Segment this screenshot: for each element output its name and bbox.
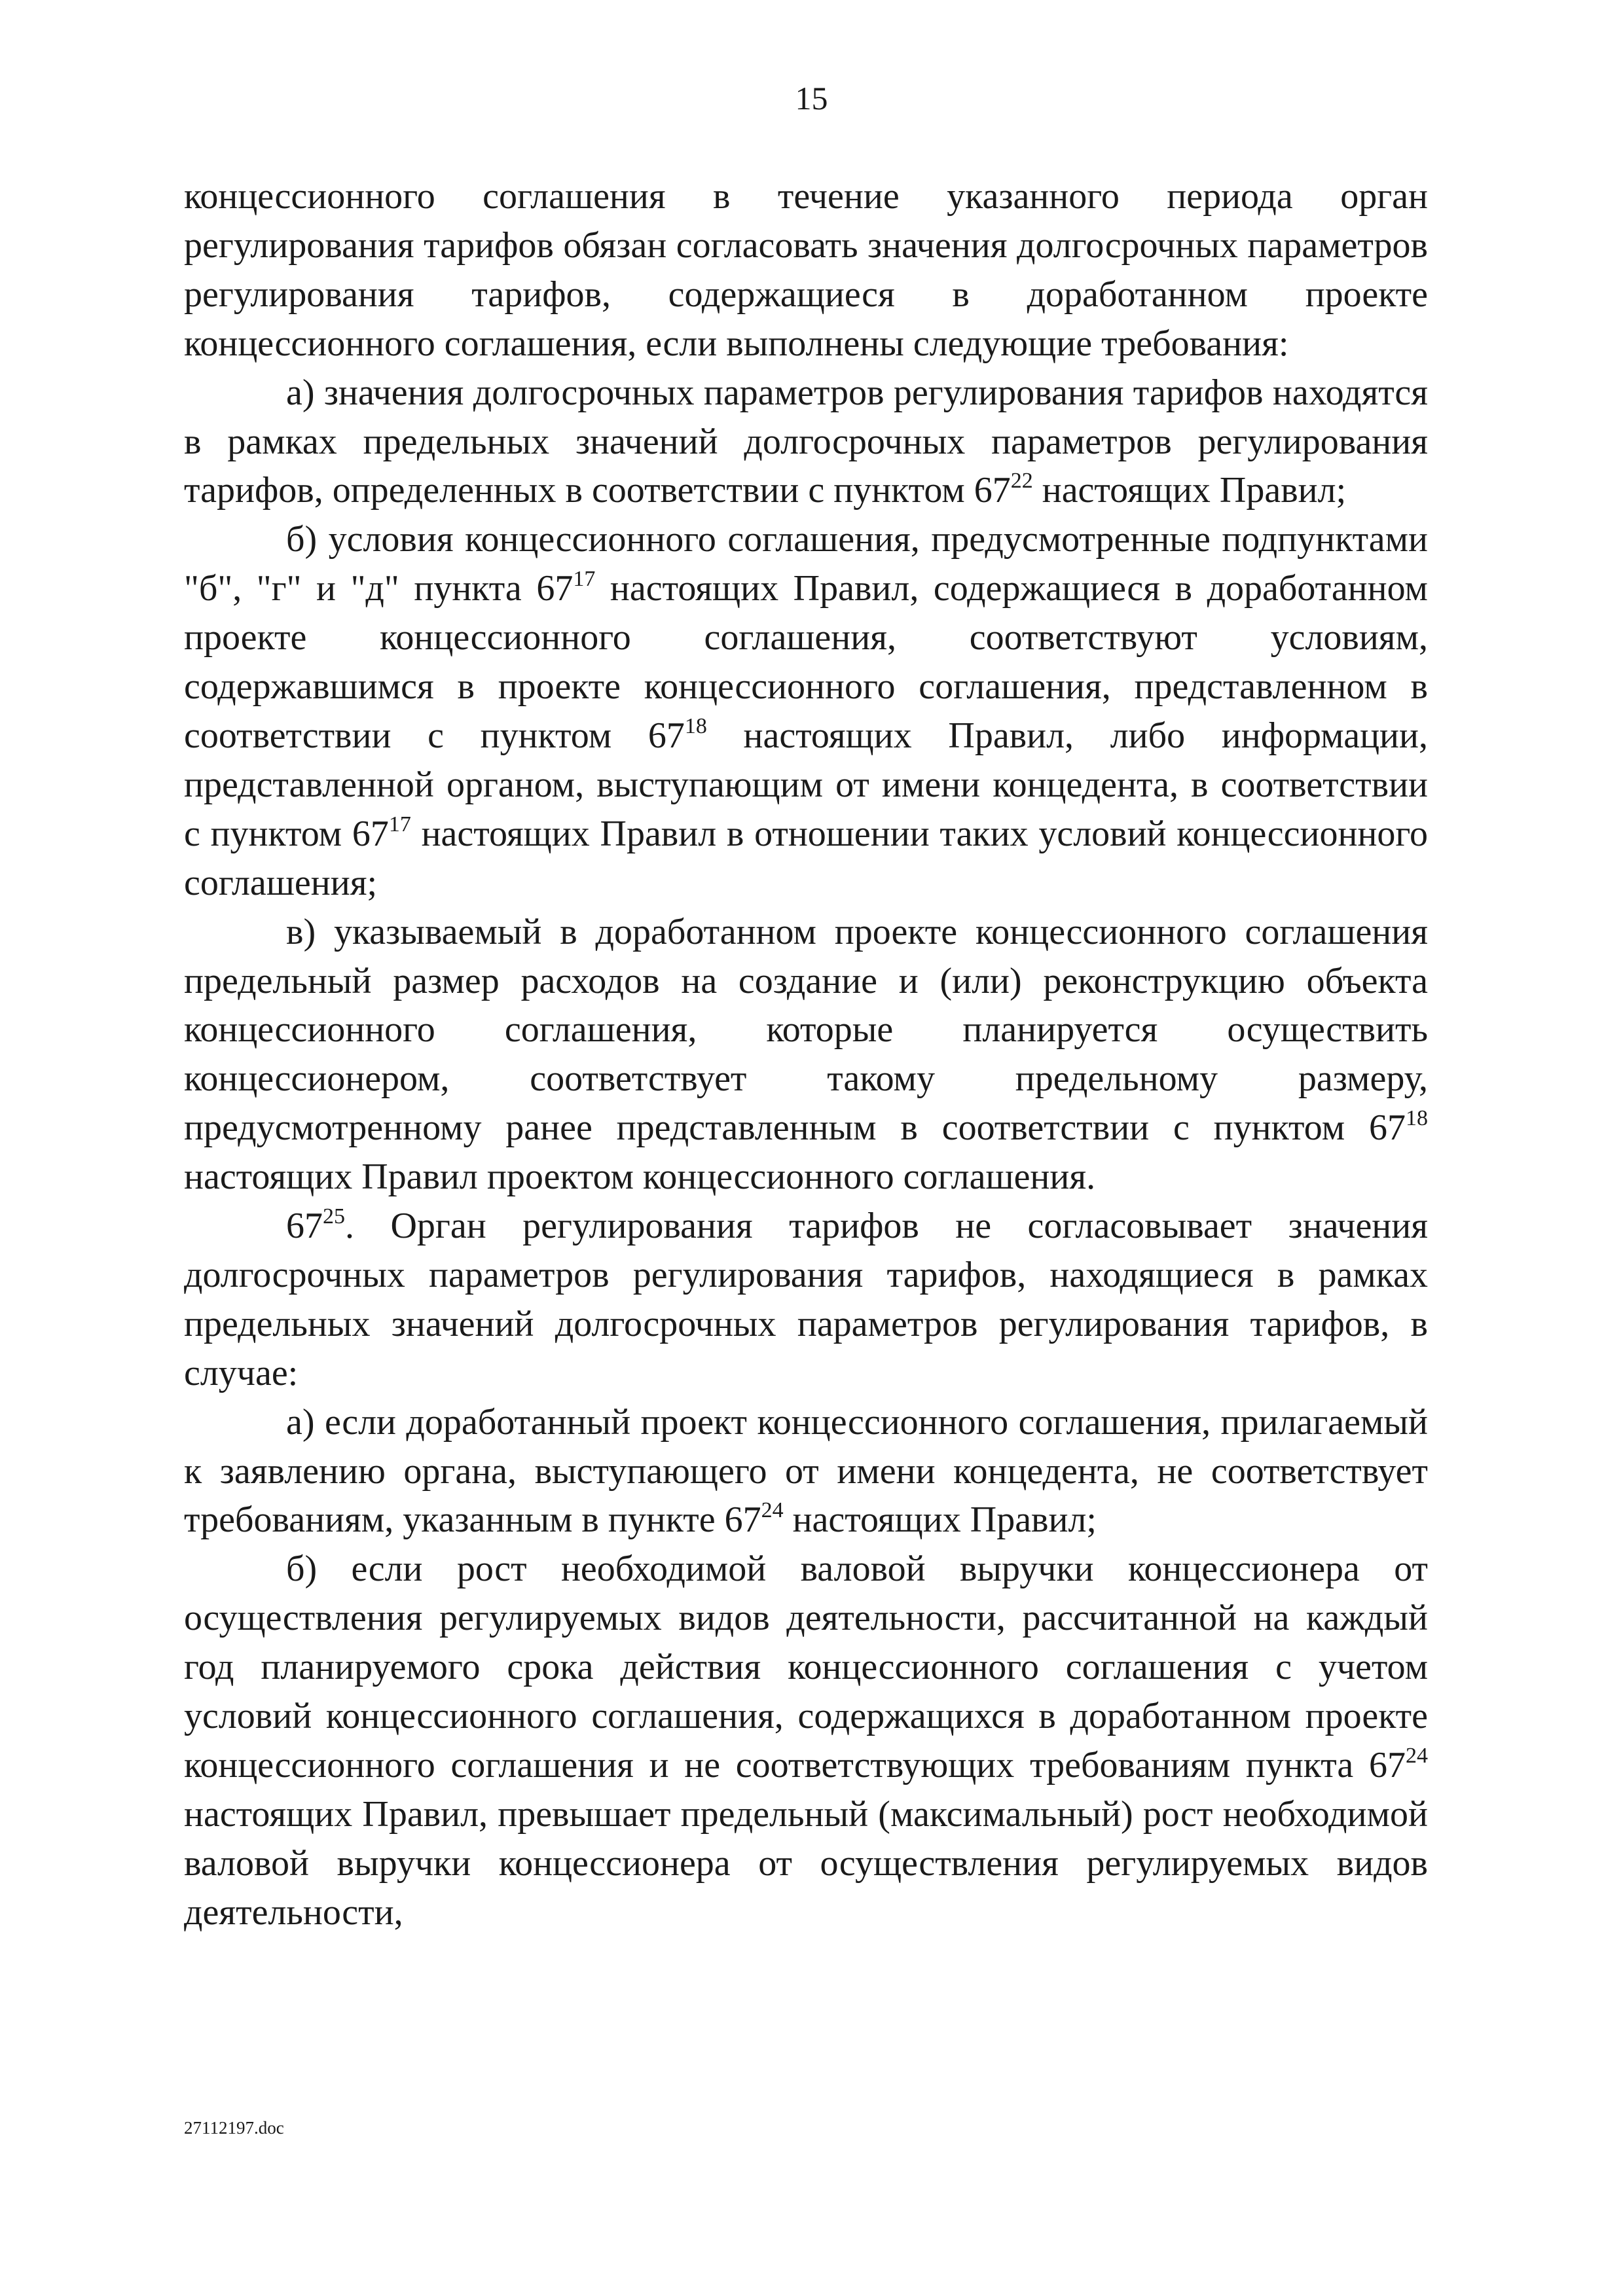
paragraph-text: концессионного соглашения в течение указанного периода орган регулирования тарифов обязан согласовать значения долгосрочных параметров регулирования тарифов, содержащиеся в доработанном проекте концессионного соглашения, если выполнены следующие требования: bbox=[184, 176, 1428, 364]
paragraph-item-v-1 bbox=[184, 908, 1428, 1202]
paragraph-text: . Орган регулирования тарифов не согласовывает значения долгосрочных параметров регулирования тарифов, находящиеся в рамках предельных значений долгосрочных параметров регулирования тарифов, в случае: bbox=[184, 1206, 1428, 1393]
superscript-ref: 18 bbox=[1406, 1106, 1428, 1131]
paragraph-item-a-1 bbox=[184, 368, 1428, 516]
page-number: 15 bbox=[795, 80, 828, 117]
superscript-ref: 18 bbox=[684, 713, 707, 738]
paragraph-text: а) значения долгосрочных параметров регулирования тарифов находятся в рамках предельных значений долгосрочных параметров регулирования тарифов, определенных в соответствии с пунктом 67 bbox=[184, 372, 1428, 511]
paragraph-text: настоящих Правил; bbox=[783, 1499, 1097, 1541]
superscript-ref: 17 bbox=[388, 812, 411, 836]
document-body bbox=[184, 172, 1428, 1937]
superscript-ref: 24 bbox=[1406, 1744, 1428, 1768]
paragraph-intro-continuation bbox=[184, 172, 1428, 368]
clause-number: 67 bbox=[286, 1206, 323, 1247]
paragraph-text: б) если рост необходимой валовой выручки концессионера от осуществления регулируемых видов деятельности, рассчитанной на каждый год планируемого срока действия концессионного соглашения с учетом условий концессионного соглашения, содержащихся в доработанном проекте концессионного соглашения и не соответствующих требованиям пункта 67 bbox=[184, 1549, 1428, 1785]
superscript-ref: 24 bbox=[761, 1498, 784, 1523]
paragraph-text: настоящих Правил в отношении таких условий концессионного соглашения; bbox=[184, 813, 1428, 903]
paragraph-text: а) если доработанный проект концессионного соглашения, прилагаемый к заявлению органа, выступающего от имени концедента, не соответствует требованиям, указанным в пункте 67 bbox=[184, 1401, 1428, 1541]
paragraph-text: настоящих Правил, либо информации, представленной органом, выступающим от имени концедента, в соответствии с пунктом 67 bbox=[184, 715, 1428, 854]
paragraph-text: в) указываемый в доработанном проекте концессионного соглашения предельный размер расходов на создание и (или) реконструкцию объекта концессионного соглашения, которые планируется осуществить концессионером, соответствует такому предельному размеру, предусмотренному ранее представленным в соответствии с пунктом 67 bbox=[184, 911, 1428, 1149]
paragraph-text: настоящих Правил; bbox=[1032, 470, 1347, 511]
paragraph-text: настоящих Правил, превышает предельный (максимальный) рост необходимой валовой выручки концессионера от осуществления регулируемых видов деятельности, bbox=[184, 1793, 1428, 1933]
superscript-ref: 25 bbox=[323, 1204, 345, 1229]
footer-file-code: 27112197.doc bbox=[184, 2118, 284, 2138]
superscript-ref: 22 bbox=[1010, 469, 1033, 493]
superscript-ref: 17 bbox=[573, 567, 596, 592]
paragraph-item-b-2 bbox=[184, 1545, 1428, 1937]
paragraph-clause-67-25 bbox=[184, 1202, 1428, 1398]
paragraph-text: настоящих Правил, содержащиеся в доработанном проекте концессионного соглашения, соответствуют условиям, содержавшимся в проекте концессионного соглашения, представленном в соответствии с пунктом 67 bbox=[184, 568, 1428, 756]
paragraph-text: настоящих Правил проектом концессионного соглашения. bbox=[184, 1157, 1096, 1198]
paragraph-text: б) условия концессионного соглашения, предусмотренные подпунктами "б", "г" и "д" пункта 67 bbox=[184, 519, 1428, 609]
paragraph-item-b-1 bbox=[184, 515, 1428, 907]
paragraph-item-a-2 bbox=[184, 1398, 1428, 1545]
